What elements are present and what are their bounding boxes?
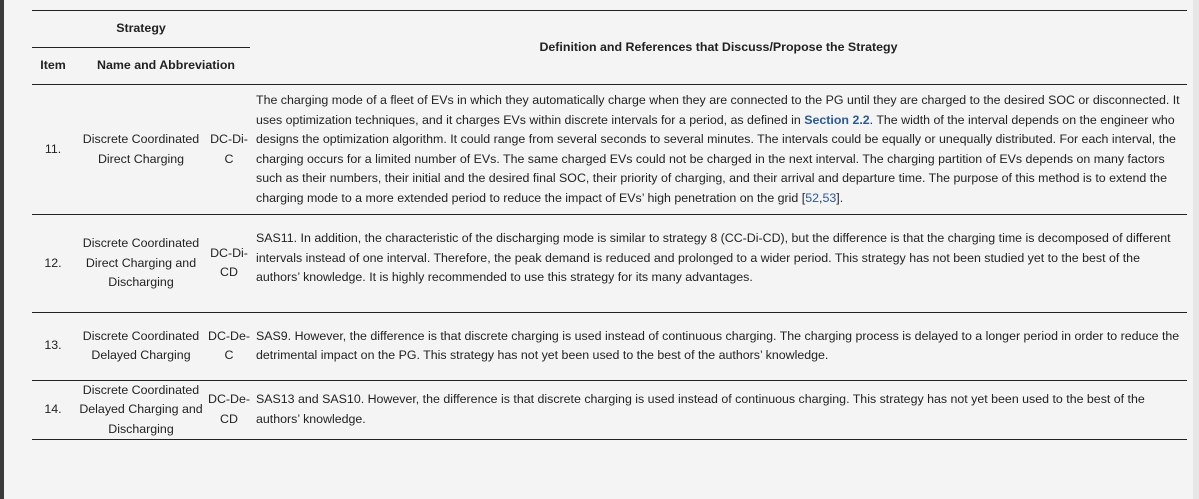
item-number: 14. bbox=[44, 402, 62, 416]
scrollbar-track[interactable] bbox=[1192, 0, 1199, 499]
citation-link[interactable]: 52 bbox=[805, 190, 819, 205]
item-number: 12. bbox=[44, 255, 62, 270]
header-definition: Definition and References that Discuss/Propose the Strategy bbox=[539, 39, 898, 54]
definition-text: ]. bbox=[836, 190, 844, 205]
section-link[interactable]: Section 2.2 bbox=[804, 112, 870, 127]
strategy-abbreviation: DC-Di-C bbox=[210, 132, 248, 166]
strategy-name: Discrete Coordinated Direct Charging bbox=[82, 132, 200, 166]
citation-separator: , bbox=[819, 190, 823, 205]
item-number: 13. bbox=[44, 338, 62, 353]
table-row bbox=[32, 380, 1187, 440]
header-name-abbreviation: Name and Abbreviation bbox=[97, 58, 235, 73]
strategy-name: Discrete Coordinated Delayed Charging and Discharging bbox=[79, 382, 203, 436]
document-page bbox=[4, 0, 1193, 499]
strategy-definition: SAS11. In addition, the characteristic of the discharging mode is similar to strategy 8 (CC-Di-CD), but the difference is that the charging time is decomposed of different intervals instead of one interval. Therefore, the peak demand is reduced and prolonged to a wider period. This strategy has not been studied yet to the best of the authors’ knowledge. It is highly recommended to use this strategy for its many advantages. bbox=[256, 231, 1171, 284]
header-strategy: Strategy bbox=[32, 11, 250, 48]
strategy-abbreviation: DC-Di-CD bbox=[210, 245, 248, 280]
definition-text: The charging mode of a fleet of EVs in which they automatically charge when they are connected to the PG until they are charged to the desired SOC or disconnected. It uses optimization techniques, and it charges EVs within discrete intervals for a period, as defined in bbox=[256, 93, 1180, 127]
table-row bbox=[32, 312, 1187, 380]
strategy-definition: SAS13 and SAS10. However, the difference is that discrete charging is used instead of continuous charging. This strategy has not yet been used to the best of the authors’ knowledge. bbox=[256, 392, 1145, 426]
strategy-abbreviation: DC-De-CD bbox=[208, 392, 250, 426]
item-number: 11. bbox=[44, 141, 62, 156]
strategy-table bbox=[32, 10, 1187, 440]
table-row bbox=[32, 85, 1187, 215]
strategy-abbreviation: DC-De-C bbox=[208, 328, 250, 362]
strategy-name: Discrete Coordinated Delayed Charging bbox=[82, 328, 200, 362]
header-item: Item bbox=[40, 58, 66, 73]
strategy-definition: SAS9. However, the difference is that discrete charging is used instead of continuous charging. The charging process is delayed to a longer period in order to reduce the detrimental impact on the PG. This strategy has not yet been used to the best of the authors’ knowledge. bbox=[256, 328, 1180, 362]
definition-text: . The width of the interval depends on the engineer who designs the optimization algorithm. It could range from several seconds to several minutes. The intervals could be equally or unequally distributed. For each interval, the charging occurs for a limited number of EVs. The same charged EVs could not be charged in the next interval. The charging partition of EVs depends on many factors such as their numbers, their initial and the desired final SOC, their priority of charging, and their arrival and departure time. The purpose of this method is to extend the charging mode to a more extended period to reduce the impact of EVs’ high penetration on the grid [ bbox=[256, 112, 1176, 205]
citation-link[interactable]: 53 bbox=[822, 190, 837, 205]
table-row bbox=[32, 215, 1187, 313]
strategy-definition bbox=[250, 85, 1187, 215]
strategy-name: Discrete Coordinated Direct Charging and Discharging bbox=[82, 236, 200, 289]
